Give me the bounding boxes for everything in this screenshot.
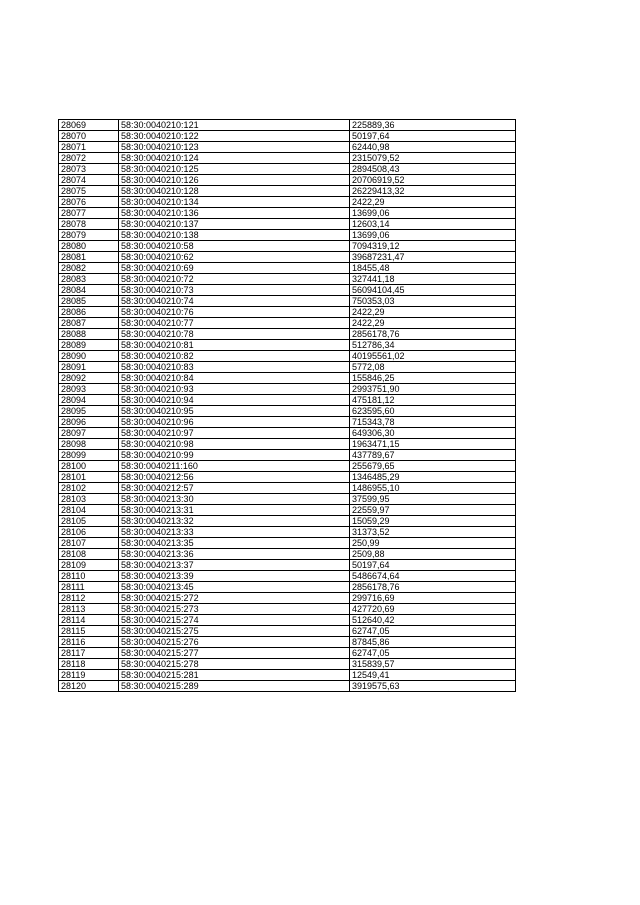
table-row xyxy=(59,681,516,692)
value-cell: 1346485,29 xyxy=(350,472,516,483)
row-number-cell: 28107 xyxy=(59,538,119,549)
cadastral-number-cell: 58:30:0040210:69 xyxy=(119,263,350,274)
table-row xyxy=(59,439,516,450)
cadastral-number-cell: 58:30:0040212:56 xyxy=(119,472,350,483)
table-row xyxy=(59,604,516,615)
cadastral-number-cell: 58:30:0040210:72 xyxy=(119,274,350,285)
value-cell: 7094319,12 xyxy=(350,241,516,252)
table-row xyxy=(59,120,516,131)
table-row xyxy=(59,450,516,461)
row-number-cell: 28108 xyxy=(59,549,119,560)
table-row xyxy=(59,406,516,417)
row-number-cell: 28070 xyxy=(59,131,119,142)
cadastral-number-cell: 58:30:0040213:37 xyxy=(119,560,350,571)
table-row xyxy=(59,329,516,340)
row-number-cell: 28118 xyxy=(59,659,119,670)
cadastral-number-cell: 58:30:0040210:99 xyxy=(119,450,350,461)
cadastral-number-cell: 58:30:0040212:57 xyxy=(119,483,350,494)
cadastral-number-cell: 58:30:0040213:45 xyxy=(119,582,350,593)
value-cell: 1486955,10 xyxy=(350,483,516,494)
cadastral-number-cell: 58:30:0040210:134 xyxy=(119,197,350,208)
cadastral-number-cell: 58:30:0040210:128 xyxy=(119,186,350,197)
value-cell: 62747,05 xyxy=(350,648,516,659)
row-number-cell: 28076 xyxy=(59,197,119,208)
row-number-cell: 28098 xyxy=(59,439,119,450)
table-row xyxy=(59,142,516,153)
row-number-cell: 28103 xyxy=(59,494,119,505)
cadastral-number-cell: 58:30:0040210:98 xyxy=(119,439,350,450)
table-row xyxy=(59,494,516,505)
row-number-cell: 28105 xyxy=(59,516,119,527)
row-number-cell: 28094 xyxy=(59,395,119,406)
row-number-cell: 28104 xyxy=(59,505,119,516)
cadastral-number-cell: 58:30:0040215:276 xyxy=(119,637,350,648)
row-number-cell: 28101 xyxy=(59,472,119,483)
value-cell: 2856178,76 xyxy=(350,582,516,593)
value-cell: 475181,12 xyxy=(350,395,516,406)
table-row xyxy=(59,373,516,384)
value-cell: 26229413,32 xyxy=(350,186,516,197)
row-number-cell: 28079 xyxy=(59,230,119,241)
cadastral-number-cell: 58:30:0040210:62 xyxy=(119,252,350,263)
row-number-cell: 28116 xyxy=(59,637,119,648)
table-row xyxy=(59,527,516,538)
cadastral-number-cell: 58:30:0040215:272 xyxy=(119,593,350,604)
value-cell: 12603,14 xyxy=(350,219,516,230)
row-number-cell: 28085 xyxy=(59,296,119,307)
value-cell: 37599,95 xyxy=(350,494,516,505)
row-number-cell: 28113 xyxy=(59,604,119,615)
table-row xyxy=(59,516,516,527)
table-row xyxy=(59,186,516,197)
cadastral-number-cell: 58:30:0040213:31 xyxy=(119,505,350,516)
table-row xyxy=(59,274,516,285)
cadastral-number-cell: 58:30:0040210:82 xyxy=(119,351,350,362)
value-cell: 427720,69 xyxy=(350,604,516,615)
value-cell: 13699,06 xyxy=(350,208,516,219)
value-cell: 2422,29 xyxy=(350,307,516,318)
table-row xyxy=(59,571,516,582)
cadastral-number-cell: 58:30:0040210:125 xyxy=(119,164,350,175)
value-cell: 623595,60 xyxy=(350,406,516,417)
row-number-cell: 28119 xyxy=(59,670,119,681)
row-number-cell: 28090 xyxy=(59,351,119,362)
row-number-cell: 28106 xyxy=(59,527,119,538)
table-row xyxy=(59,670,516,681)
row-number-cell: 28099 xyxy=(59,450,119,461)
row-number-cell: 28110 xyxy=(59,571,119,582)
cadastral-number-cell: 58:30:0040210:74 xyxy=(119,296,350,307)
cadastral-number-cell: 58:30:0040215:273 xyxy=(119,604,350,615)
row-number-cell: 28075 xyxy=(59,186,119,197)
value-cell: 50197,64 xyxy=(350,560,516,571)
table-row xyxy=(59,131,516,142)
value-cell: 715343,78 xyxy=(350,417,516,428)
value-cell: 255679,65 xyxy=(350,461,516,472)
table-row xyxy=(59,164,516,175)
row-number-cell: 28083 xyxy=(59,274,119,285)
row-number-cell: 28120 xyxy=(59,681,119,692)
row-number-cell: 28092 xyxy=(59,373,119,384)
table-row xyxy=(59,505,516,516)
cadastral-number-cell: 58:30:0040210:83 xyxy=(119,362,350,373)
row-number-cell: 28115 xyxy=(59,626,119,637)
table-row xyxy=(59,538,516,549)
table-row xyxy=(59,560,516,571)
cadastral-number-cell: 58:30:0040210:76 xyxy=(119,307,350,318)
table-row xyxy=(59,351,516,362)
cadastral-number-cell: 58:30:0040210:77 xyxy=(119,318,350,329)
cadastral-number-cell: 58:30:0040210:126 xyxy=(119,175,350,186)
value-cell: 750353,03 xyxy=(350,296,516,307)
cadastral-number-cell: 58:30:0040215:281 xyxy=(119,670,350,681)
cadastral-number-cell: 58:30:0040213:32 xyxy=(119,516,350,527)
value-cell: 2856178,76 xyxy=(350,329,516,340)
cadastral-number-cell: 58:30:0040210:84 xyxy=(119,373,350,384)
table-row xyxy=(59,483,516,494)
row-number-cell: 28077 xyxy=(59,208,119,219)
cadastral-number-cell: 58:30:0040210:93 xyxy=(119,384,350,395)
row-number-cell: 28100 xyxy=(59,461,119,472)
table-row xyxy=(59,175,516,186)
cadastral-number-cell: 58:30:0040215:289 xyxy=(119,681,350,692)
cadastral-number-cell: 58:30:0040210:94 xyxy=(119,395,350,406)
row-number-cell: 28089 xyxy=(59,340,119,351)
table-row xyxy=(59,241,516,252)
cadastral-number-cell: 58:30:0040210:124 xyxy=(119,153,350,164)
row-number-cell: 28093 xyxy=(59,384,119,395)
table-row xyxy=(59,428,516,439)
table-row xyxy=(59,362,516,373)
cadastral-number-cell: 58:30:0040215:275 xyxy=(119,626,350,637)
cadastral-number-cell: 58:30:0040210:95 xyxy=(119,406,350,417)
row-number-cell: 28111 xyxy=(59,582,119,593)
table-row xyxy=(59,197,516,208)
value-cell: 87845,86 xyxy=(350,637,516,648)
value-cell: 225889,36 xyxy=(350,120,516,131)
value-cell: 5772,08 xyxy=(350,362,516,373)
row-number-cell: 28088 xyxy=(59,329,119,340)
row-number-cell: 28081 xyxy=(59,252,119,263)
cadastral-number-cell: 58:30:0040210:138 xyxy=(119,230,350,241)
row-number-cell: 28082 xyxy=(59,263,119,274)
value-cell: 512640,42 xyxy=(350,615,516,626)
table-row xyxy=(59,263,516,274)
value-cell: 5486674,64 xyxy=(350,571,516,582)
cadastral-number-cell: 58:30:0040213:39 xyxy=(119,571,350,582)
value-cell: 2509,88 xyxy=(350,549,516,560)
cadastral-number-cell: 58:30:0040215:277 xyxy=(119,648,350,659)
value-cell: 649306,30 xyxy=(350,428,516,439)
row-number-cell: 28071 xyxy=(59,142,119,153)
row-number-cell: 28117 xyxy=(59,648,119,659)
value-cell: 2993751,90 xyxy=(350,384,516,395)
table-row xyxy=(59,384,516,395)
value-cell: 50197,64 xyxy=(350,131,516,142)
table-row xyxy=(59,285,516,296)
row-number-cell: 28109 xyxy=(59,560,119,571)
cadastral-value-table xyxy=(58,119,516,692)
cadastral-number-cell: 58:30:0040213:33 xyxy=(119,527,350,538)
cadastral-number-cell: 58:30:0040210:137 xyxy=(119,219,350,230)
value-cell: 22559,97 xyxy=(350,505,516,516)
row-number-cell: 28080 xyxy=(59,241,119,252)
cadastral-number-cell: 58:30:0040213:30 xyxy=(119,494,350,505)
row-number-cell: 28086 xyxy=(59,307,119,318)
row-number-cell: 28087 xyxy=(59,318,119,329)
table-row xyxy=(59,296,516,307)
cadastral-number-cell: 58:30:0040210:121 xyxy=(119,120,350,131)
cadastral-number-cell: 58:30:0040210:96 xyxy=(119,417,350,428)
table-row xyxy=(59,461,516,472)
value-cell: 62440,98 xyxy=(350,142,516,153)
cadastral-number-cell: 58:30:0040210:97 xyxy=(119,428,350,439)
table-row xyxy=(59,318,516,329)
table-row xyxy=(59,252,516,263)
table-row xyxy=(59,659,516,670)
cadastral-number-cell: 58:30:0040210:78 xyxy=(119,329,350,340)
table-row xyxy=(59,230,516,241)
row-number-cell: 28074 xyxy=(59,175,119,186)
value-cell: 2422,29 xyxy=(350,197,516,208)
table-row xyxy=(59,340,516,351)
row-number-cell: 28073 xyxy=(59,164,119,175)
table-row xyxy=(59,549,516,560)
value-cell: 1963471,15 xyxy=(350,439,516,450)
value-cell: 62747,05 xyxy=(350,626,516,637)
cadastral-number-cell: 58:30:0040210:122 xyxy=(119,131,350,142)
row-number-cell: 28078 xyxy=(59,219,119,230)
cadastral-number-cell: 58:30:0040213:36 xyxy=(119,549,350,560)
value-cell: 2315079,52 xyxy=(350,153,516,164)
value-cell: 3919575,63 xyxy=(350,681,516,692)
table-row xyxy=(59,219,516,230)
value-cell: 315839,57 xyxy=(350,659,516,670)
table-row xyxy=(59,615,516,626)
cadastral-number-cell: 58:30:0040210:136 xyxy=(119,208,350,219)
cadastral-number-cell: 58:30:0040210:81 xyxy=(119,340,350,351)
cadastral-number-cell: 58:30:0040211:160 xyxy=(119,461,350,472)
table-row xyxy=(59,648,516,659)
table-row xyxy=(59,153,516,164)
table-row xyxy=(59,472,516,483)
row-number-cell: 28084 xyxy=(59,285,119,296)
table-row xyxy=(59,417,516,428)
table-body xyxy=(59,120,516,692)
value-cell: 13699,06 xyxy=(350,230,516,241)
value-cell: 56094104,45 xyxy=(350,285,516,296)
row-number-cell: 28097 xyxy=(59,428,119,439)
row-number-cell: 28072 xyxy=(59,153,119,164)
value-cell: 40195561,02 xyxy=(350,351,516,362)
value-cell: 2894508,43 xyxy=(350,164,516,175)
row-number-cell: 28095 xyxy=(59,406,119,417)
table-row xyxy=(59,626,516,637)
value-cell: 15059,29 xyxy=(350,516,516,527)
row-number-cell: 28102 xyxy=(59,483,119,494)
row-number-cell: 28096 xyxy=(59,417,119,428)
value-cell: 18455,48 xyxy=(350,263,516,274)
cadastral-number-cell: 58:30:0040210:123 xyxy=(119,142,350,153)
row-number-cell: 28114 xyxy=(59,615,119,626)
cadastral-number-cell: 58:30:0040213:35 xyxy=(119,538,350,549)
table-row xyxy=(59,582,516,593)
value-cell: 155846,25 xyxy=(350,373,516,384)
value-cell: 299716,69 xyxy=(350,593,516,604)
row-number-cell: 28091 xyxy=(59,362,119,373)
table-row xyxy=(59,208,516,219)
table-row xyxy=(59,307,516,318)
row-number-cell: 28112 xyxy=(59,593,119,604)
cadastral-number-cell: 58:30:0040210:73 xyxy=(119,285,350,296)
table-row xyxy=(59,593,516,604)
value-cell: 327441,18 xyxy=(350,274,516,285)
value-cell: 31373,52 xyxy=(350,527,516,538)
value-cell: 20706919,52 xyxy=(350,175,516,186)
value-cell: 512786,34 xyxy=(350,340,516,351)
row-number-cell: 28069 xyxy=(59,120,119,131)
value-cell: 39687231,47 xyxy=(350,252,516,263)
value-cell: 437789,67 xyxy=(350,450,516,461)
cadastral-number-cell: 58:30:0040215:278 xyxy=(119,659,350,670)
table-row xyxy=(59,637,516,648)
cadastral-number-cell: 58:30:0040210:58 xyxy=(119,241,350,252)
value-cell: 250,99 xyxy=(350,538,516,549)
value-cell: 12549,41 xyxy=(350,670,516,681)
table-row xyxy=(59,395,516,406)
cadastral-number-cell: 58:30:0040215:274 xyxy=(119,615,350,626)
value-cell: 2422,29 xyxy=(350,318,516,329)
